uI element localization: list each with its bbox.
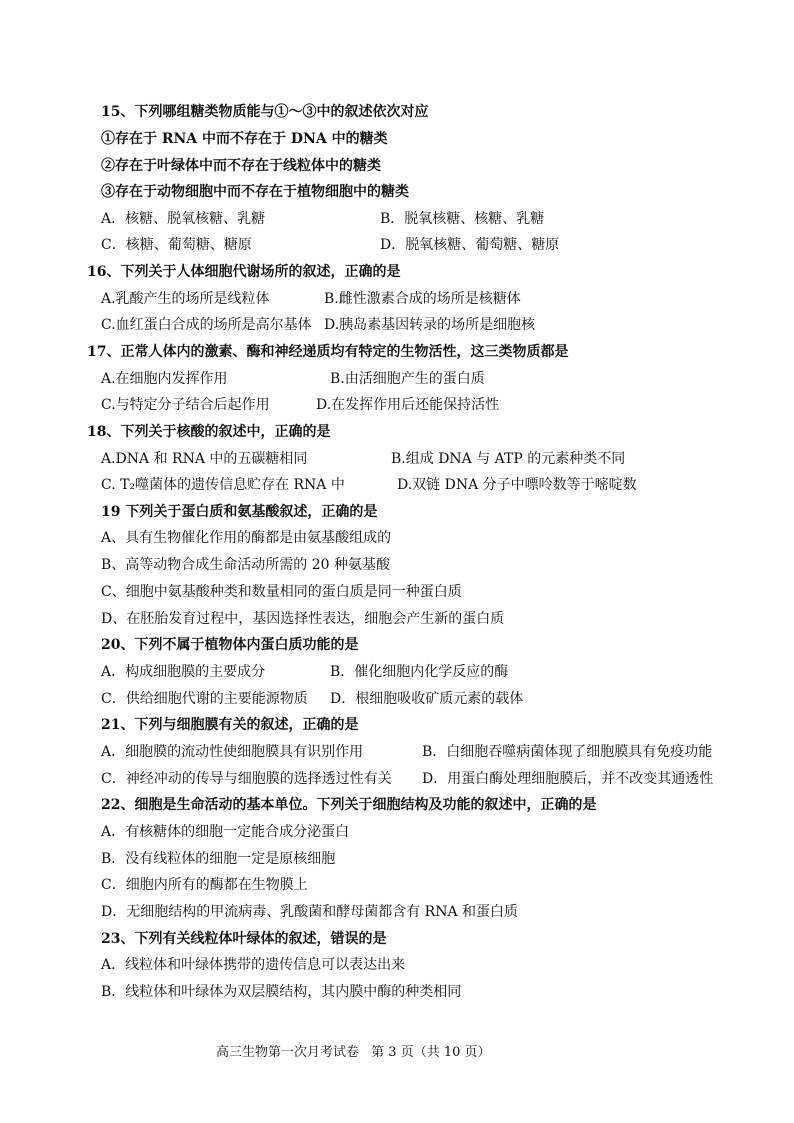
q21-option-b: B．白细胞吞噬病菌体现了细胞膜具有免疫功能 bbox=[422, 744, 713, 760]
q16-option-b: B.雌性激素合成的场所是核糖体 bbox=[324, 291, 521, 307]
q23-option-a: A．线粒体和叶绿体携带的遗传信息可以表达出来 bbox=[101, 957, 406, 973]
q18-option-d: D.双链 DNA 分子中嘌呤数等于嘧啶数 bbox=[397, 477, 637, 493]
q23-stem: 23、下列有关线粒体叶绿体的叙述，错误的是 bbox=[101, 931, 387, 947]
q21-stem: 21、下列与细胞膜有关的叙述，正确的是 bbox=[101, 717, 359, 733]
q15-statement-3: ③存在于动物细胞中而不存在于植物细胞中的糖类 bbox=[101, 184, 409, 200]
footer-exam-title: 高三生物第一次月考试卷 bbox=[216, 1045, 360, 1060]
q20-option-d: D．根细胞吸收矿质元素的载体 bbox=[330, 691, 524, 707]
q15-statement-1: ①存在于 RNA 中而不存在于 DNA 中的糖类 bbox=[101, 131, 388, 147]
q17-option-c: C.与特定分子结合后起作用 bbox=[101, 397, 270, 413]
q15-option-a: A．核糖、脱氧核糖、乳糖 bbox=[101, 211, 266, 227]
q16-option-c: C.血红蛋白合成的场所是高尔基体 bbox=[101, 317, 312, 333]
q20-option-a: A．构成细胞膜的主要成分 bbox=[101, 664, 266, 680]
q21-option-d: D．用蛋白酶处理细胞膜后，并不改变其通透性 bbox=[422, 771, 714, 787]
q23-option-b: B．线粒体和叶绿体为双层膜结构，其内膜中酶的种类相同 bbox=[101, 984, 462, 1000]
q15-option-d: D．脱氧核糖、葡萄糖、糖原 bbox=[380, 237, 560, 253]
page-footer bbox=[216, 1044, 499, 1062]
q21-option-c: C．神经冲动的传导与细胞膜的选择透过性有关 bbox=[101, 771, 392, 787]
q16-option-a: A.乳酸产生的场所是线粒体 bbox=[101, 291, 270, 307]
q19-option-a: A、具有生物催化作用的酶都是由氨基酸组成的 bbox=[101, 530, 392, 546]
q19-option-b: B、高等动物合成生命活动所需的 20 种氨基酸 bbox=[101, 557, 391, 573]
q22-option-a: A．有核糖体的细胞一定能合成分泌蛋白 bbox=[101, 824, 350, 840]
q18-option-b: B.组成 DNA 与 ATP 的元素种类不同 bbox=[391, 451, 626, 467]
q16-stem: 16、下列关于人体细胞代谢场所的叙述，正确的是 bbox=[87, 264, 401, 280]
q21-option-a: A．细胞膜的流动性使细胞膜具有识别作用 bbox=[101, 744, 364, 760]
q19-stem: 19 下列关于蛋白质和氨基酸叙述，正确的是 bbox=[101, 504, 378, 520]
q17-stem: 17、正常人体内的激素、酶和神经递质均有特定的生物活性，这三类物质都是 bbox=[87, 344, 569, 360]
q17-option-d: D.在发挥作用后还能保持活性 bbox=[316, 397, 500, 413]
q15-stem: 15、下列哪组糖类物质能与①～③中的叙述依次对应 bbox=[101, 104, 429, 120]
footer-page-label: 第 3 页（共 10 页） bbox=[371, 1045, 491, 1060]
q15-statement-2: ②存在于叶绿体中而不存在于线粒体中的糖类 bbox=[101, 158, 381, 174]
q20-option-b: B．催化细胞内化学反应的酶 bbox=[330, 664, 509, 680]
q22-stem: 22、细胞是生命活动的基本单位。下列关于细胞结构及功能的叙述中，正确的是 bbox=[101, 797, 597, 813]
q19-option-d: D、在胚胎发育过程中，基因选择性表达，细胞会产生新的蛋白质 bbox=[101, 611, 505, 627]
q17-option-a: A.在细胞内发挥作用 bbox=[101, 371, 228, 387]
q15-option-c: C．核糖、葡萄糖、糖原 bbox=[101, 237, 252, 253]
q16-option-d: D.胰岛素基因转录的场所是细胞核 bbox=[324, 317, 536, 333]
q19-option-c: C、细胞中氨基酸种类和数量相同的蛋白质是同一种蛋白质 bbox=[101, 584, 462, 600]
q17-option-b: B.由活细胞产生的蛋白质 bbox=[330, 371, 485, 387]
q15-option-b: B．脱氧核糖、核糖、乳糖 bbox=[380, 211, 545, 227]
q22-option-c: C．细胞内所有的酶都在生物膜上 bbox=[101, 877, 308, 893]
q18-option-c: C. T₂噬菌体的遗传信息贮存在 RNA 中 bbox=[101, 477, 345, 493]
q20-stem: 20、下列不属于植物体内蛋白质功能的是 bbox=[101, 637, 359, 653]
q20-option-c: C．供给细胞代谢的主要能源物质 bbox=[101, 691, 308, 707]
q22-option-d: D．无细胞结构的甲流病毒、乳酸菌和酵母菌都含有 RNA 和蛋白质 bbox=[101, 904, 519, 920]
q22-option-b: B．没有线粒体的细胞一定是原核细胞 bbox=[101, 851, 336, 867]
q18-stem: 18、下列关于核酸的叙述中，正确的是 bbox=[87, 424, 331, 440]
q18-option-a: A.DNA 和 RNA 中的五碳糖相同 bbox=[101, 451, 308, 467]
